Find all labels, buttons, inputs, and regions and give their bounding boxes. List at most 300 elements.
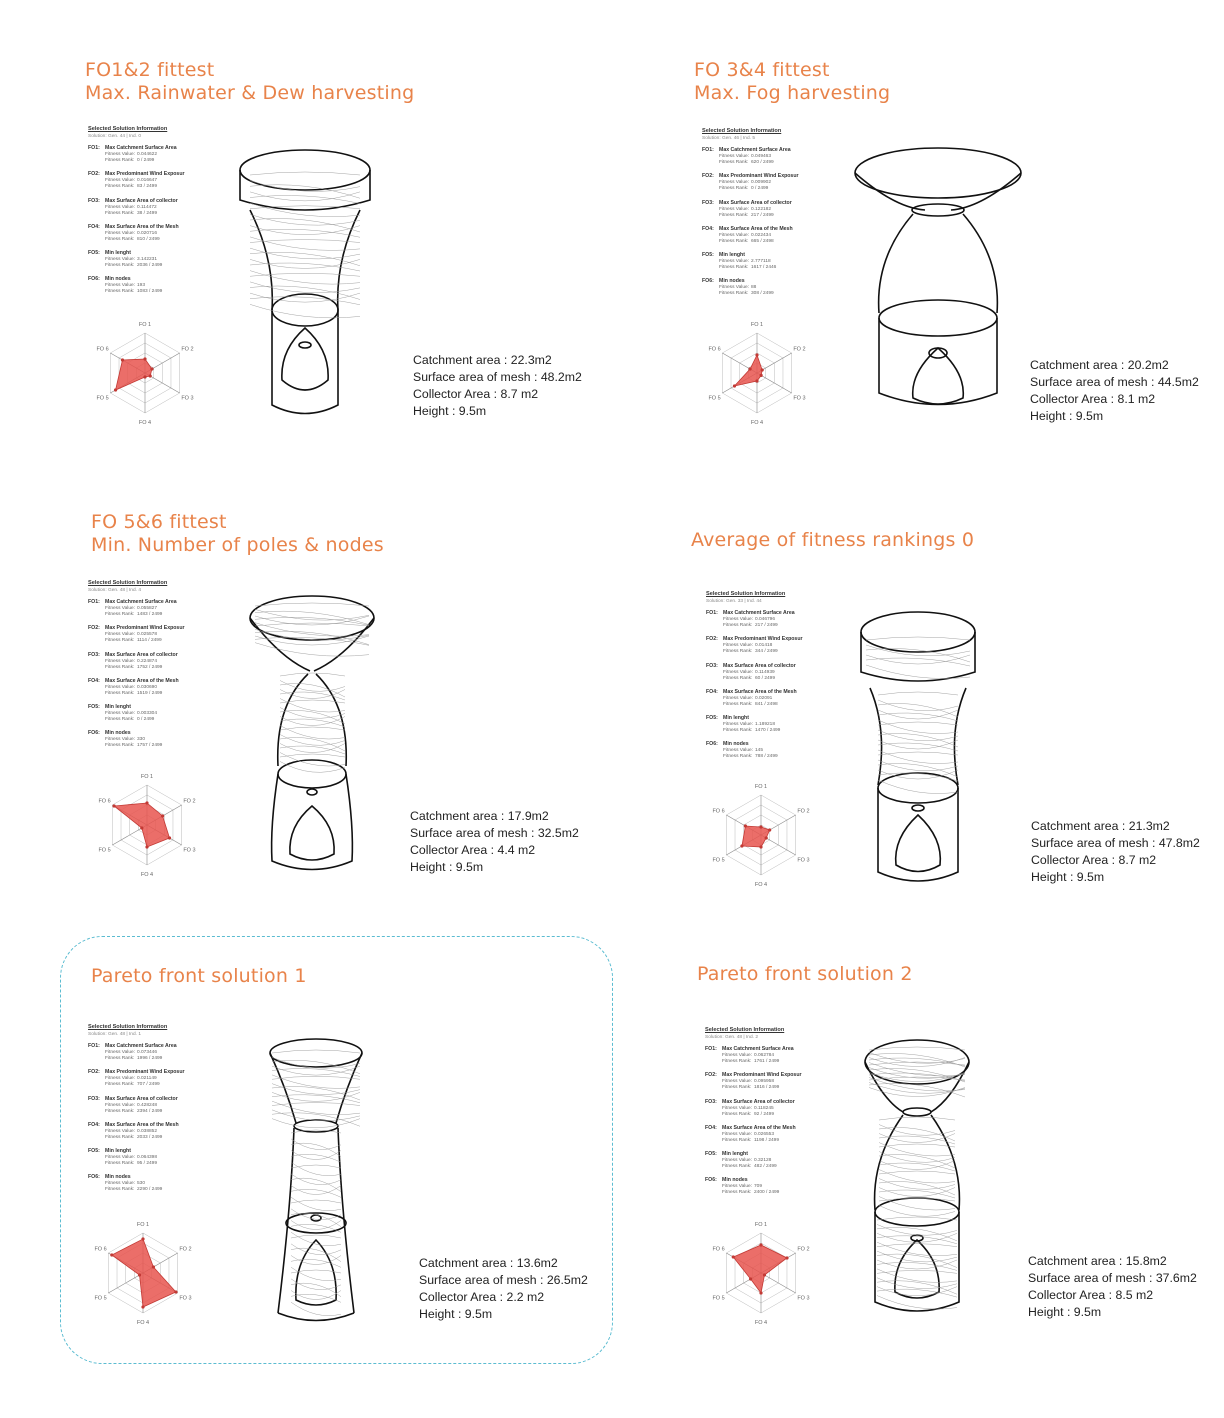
fitness-rank-label: Fitness Rank: xyxy=(722,1190,752,1196)
fitness-value-label: Fitness Value: xyxy=(719,154,750,159)
fitness-value-label: Fitness Value: xyxy=(105,1155,136,1161)
objective-name: Max Predominant Wind Exposur xyxy=(719,173,799,180)
radar-value-polygon xyxy=(116,359,152,390)
objective-name: Min lenght xyxy=(722,1151,748,1158)
fitness-rank: 0 / 2499 xyxy=(137,717,155,723)
objective-name: Max Surface Area of the Mesh xyxy=(719,225,793,232)
fitness-rank-label: Fitness Rank: xyxy=(105,717,135,723)
fitness-rank-label: Fitness Rank: xyxy=(105,210,135,216)
fitness-objective xyxy=(702,278,852,304)
radar-axis-label: FO 6 xyxy=(712,1246,725,1253)
objective-name: Max Catchment Surface Area xyxy=(723,610,795,616)
radar-point xyxy=(763,1273,766,1276)
objective-key: FO3: xyxy=(705,1098,717,1105)
radar-chart xyxy=(90,318,200,428)
objective-name: Max Predominant Wind Exposur xyxy=(722,1072,802,1079)
fitness-value: 88 xyxy=(751,285,757,291)
radar-point xyxy=(759,1291,762,1294)
fitness-rank: 217 / 2499 xyxy=(755,623,778,628)
fitness-value-row xyxy=(723,617,775,622)
objective-key: FO5: xyxy=(705,1151,717,1158)
fitness-rank-row xyxy=(719,160,774,165)
radar-point xyxy=(140,826,143,829)
fitness-value: 530 xyxy=(137,1181,146,1187)
objective-name: Max Catchment Surface Area xyxy=(105,599,177,605)
fitness-rank: 1757 / 2499 xyxy=(137,743,163,749)
info-solution: Solution: Gen. 44 | Ind. 0 xyxy=(88,134,141,139)
radar-point xyxy=(749,1277,752,1280)
panel-title xyxy=(91,965,307,988)
radar-point xyxy=(732,1255,735,1258)
objective-key: FO1: xyxy=(706,610,718,616)
fitness-rank: 1083 / 2499 xyxy=(137,289,163,295)
panel-title-line1: Average of fitness rankings 0 xyxy=(691,529,975,551)
fitness-value: 0.01418 xyxy=(755,643,773,649)
fitness-rank-label: Fitness Rank: xyxy=(723,701,753,707)
fitness-objective xyxy=(705,1151,855,1177)
fitness-value-row xyxy=(719,180,771,185)
fitness-objective xyxy=(88,145,238,171)
fitness-rank: 1483 / 2499 xyxy=(137,612,163,617)
objective-name: Min lenght xyxy=(105,250,131,257)
fitness-value-row xyxy=(723,696,772,701)
radar-point xyxy=(760,374,763,377)
fitness-rank-label: Fitness Rank: xyxy=(105,1187,135,1193)
structure-drawing xyxy=(266,1038,366,1330)
objective-name: Min nodes xyxy=(105,276,131,283)
objective-name: Min lenght xyxy=(719,252,745,259)
fitness-rank: 2036 / 2499 xyxy=(137,263,163,269)
fitness-rank-label: Fitness Rank: xyxy=(719,238,749,244)
radar-axis-label: FO 4 xyxy=(140,872,154,878)
fitness-rank-label: Fitness Rank: xyxy=(105,263,135,269)
fitness-rank: 0 / 2499 xyxy=(137,158,155,163)
fitness-value-label: Fitness Value: xyxy=(105,152,136,157)
fitness-rank-label: Fitness Rank: xyxy=(105,158,135,163)
radar-axis-label: FO 5 xyxy=(712,1295,725,1302)
radar-point xyxy=(733,384,736,387)
radar-chart xyxy=(706,780,816,890)
radar-value-polygon xyxy=(112,1239,176,1307)
fitness-objective xyxy=(702,252,852,278)
fitness-value-label: Fitness Value: xyxy=(722,1184,753,1190)
fitness-rank: 1816 / 2499 xyxy=(754,1085,780,1091)
fitness-value: 0.224874 xyxy=(137,658,158,664)
fitness-objective xyxy=(705,1177,855,1203)
fitness-rank: 482 / 2499 xyxy=(754,1164,777,1170)
radar-axis-label: FO 1 xyxy=(754,784,768,790)
fitness-value-row xyxy=(719,259,771,264)
objective-key: FO1: xyxy=(88,145,100,151)
fitness-rank: 810 / 2499 xyxy=(137,236,160,242)
fitness-rank: 308 / 2499 xyxy=(751,291,774,297)
stat-collector: Collector Area : 2.2 m2 xyxy=(419,1290,545,1304)
objective-name: Max Surface Area of collector xyxy=(722,1098,795,1105)
fitness-rank: 1470 / 2499 xyxy=(755,728,781,734)
info-heading: Selected Solution Information xyxy=(702,128,782,134)
fitness-rank-row xyxy=(105,1161,157,1166)
fitness-rank-row xyxy=(723,728,780,733)
fitness-value-label: Fitness Value: xyxy=(723,748,754,754)
fitness-rank-label: Fitness Rank: xyxy=(719,186,749,192)
fitness-rank-row xyxy=(105,1187,162,1192)
fitness-value-row xyxy=(723,748,763,753)
fitness-objective xyxy=(88,704,238,730)
radar-chart xyxy=(92,770,202,880)
radar-point xyxy=(141,1305,144,1308)
fitness-rank-label: Fitness Rank: xyxy=(723,675,753,681)
objective-key: FO5: xyxy=(88,1148,100,1155)
fitness-rank-label: Fitness Rank: xyxy=(105,690,135,696)
fitness-value-row xyxy=(105,632,157,637)
objective-name: Min lenght xyxy=(723,715,749,722)
fitness-value-row xyxy=(719,154,771,159)
fitness-rank-label: Fitness Rank: xyxy=(722,1137,752,1143)
radar-axis-label: FO 4 xyxy=(754,1320,768,1326)
fitness-objective xyxy=(702,226,852,252)
objective-key: FO1: xyxy=(88,599,100,605)
fitness-rank-label: Fitness Rank: xyxy=(723,649,753,655)
fitness-value: 0.428248 xyxy=(137,1102,158,1108)
fitness-value-row xyxy=(722,1132,774,1137)
radar-point xyxy=(149,374,152,377)
fitness-objective xyxy=(706,715,856,741)
radar-point xyxy=(112,804,115,807)
stat-collector: Collector Area : 8.5 m2 xyxy=(1028,1288,1154,1302)
fitness-rank: 2394 / 2499 xyxy=(137,1108,163,1114)
objective-key: FO2: xyxy=(705,1072,717,1079)
panel-title-line1: Pareto front solution 1 xyxy=(91,965,307,987)
fitness-rank-row xyxy=(105,1135,162,1140)
objective-key: FO2: xyxy=(88,171,100,178)
fitness-rank-label: Fitness Rank: xyxy=(723,728,753,734)
fitness-rank-label: Fitness Rank: xyxy=(105,1082,135,1088)
stat-height: Height : 9.5m xyxy=(1031,870,1105,884)
solution-info xyxy=(88,126,238,303)
radar-axis-label: FO 5 xyxy=(712,857,725,864)
fitness-rank: 1519 / 2499 xyxy=(137,690,163,696)
fitness-value-row xyxy=(722,1158,771,1163)
fitness-rank-label: Fitness Rank: xyxy=(722,1059,752,1064)
stat-collector: Collector Area : 8.1 m2 xyxy=(1030,392,1156,406)
info-solution: Solution: Gen. 48 | Ind. 1 xyxy=(88,1032,141,1037)
objective-key: FO5: xyxy=(706,715,718,722)
fitness-rank: 1617 / 2446 xyxy=(751,265,777,271)
fitness-value-label: Fitness Value: xyxy=(105,178,136,184)
fitness-rank-label: Fitness Rank: xyxy=(105,743,135,749)
fitness-rank: 2033 / 2499 xyxy=(137,1134,163,1140)
objective-name: Max Surface Area of collector xyxy=(105,1095,178,1102)
objective-name: Min nodes xyxy=(105,730,131,737)
radar-axis-label: FO 4 xyxy=(750,420,764,426)
fitness-objective xyxy=(88,730,238,756)
fitness-rank-row xyxy=(105,691,162,696)
solution-info xyxy=(706,591,856,768)
objective-name: Max Surface Area of collector xyxy=(105,197,178,204)
radar-axis-label: FO 5 xyxy=(708,395,721,402)
fitness-objective xyxy=(702,200,852,226)
fitness-rank-row xyxy=(105,211,157,216)
radar-axis-label: FO 5 xyxy=(96,395,109,402)
fitness-objective xyxy=(88,1043,238,1069)
fitness-rank-label: Fitness Rank: xyxy=(722,1111,752,1117)
fitness-value: 0.064398 xyxy=(137,1155,158,1161)
panel-title xyxy=(91,511,384,557)
objective-key: FO6: xyxy=(88,730,100,737)
fitness-value-row xyxy=(105,231,157,236)
fitness-objective xyxy=(706,663,856,689)
objective-key: FO2: xyxy=(702,173,714,180)
fitness-objective xyxy=(88,599,238,625)
stat-height: Height : 9.5m xyxy=(410,860,484,874)
fitness-value-row xyxy=(105,737,145,742)
radar-point xyxy=(748,367,751,370)
radar-axis-label: FO 6 xyxy=(96,346,109,353)
fitness-rank-label: Fitness Rank: xyxy=(719,160,749,165)
objective-name: Min nodes xyxy=(723,741,749,748)
panel-title-line1: FO 5&6 fittest xyxy=(91,511,227,533)
stat-catchment: Catchment area : 21.3m2 xyxy=(1031,819,1170,833)
info-heading: Selected Solution Information xyxy=(706,591,786,597)
stat-height: Height : 9.5m xyxy=(1030,409,1104,423)
fitness-rank-row xyxy=(722,1138,779,1143)
fitness-rank: 841 / 2498 xyxy=(755,701,778,707)
fitness-objective xyxy=(705,1046,855,1072)
fitness-value-label: Fitness Value: xyxy=(105,711,136,717)
fitness-rank: 1761 / 2499 xyxy=(754,1059,780,1064)
fitness-rank-row xyxy=(105,717,154,722)
radar-axis-label: FO 5 xyxy=(94,1295,107,1302)
objective-name: Max Catchment Surface Area xyxy=(105,145,177,151)
fitness-rank: 83 / 2499 xyxy=(137,184,158,190)
radar-axis-label: FO 4 xyxy=(136,1320,150,1326)
objective-key: FO2: xyxy=(706,636,718,643)
radar-point xyxy=(174,1290,177,1293)
fitness-value-row xyxy=(105,257,157,262)
stat-catchment: Catchment area : 17.9m2 xyxy=(410,809,549,823)
fitness-rank-label: Fitness Rank: xyxy=(723,623,753,628)
fitness-value: 0.32128 xyxy=(754,1158,772,1164)
fitness-value-row xyxy=(105,1155,157,1160)
fitness-value-row xyxy=(723,722,775,727)
fitness-value: 0.044622 xyxy=(137,152,158,157)
fitness-rank-row xyxy=(105,665,162,670)
radar-axis-label: FO 1 xyxy=(138,322,152,328)
fitness-value-label: Fitness Value: xyxy=(105,737,136,743)
objective-name: Max Surface Area of the Mesh xyxy=(723,688,797,695)
radar-value-polygon xyxy=(114,803,169,847)
info-heading: Selected Solution Information xyxy=(705,1027,785,1033)
solution-info xyxy=(705,1027,855,1204)
radar-point xyxy=(141,1237,144,1240)
panel-title xyxy=(694,59,890,105)
fitness-value-label: Fitness Value: xyxy=(105,606,136,611)
fitness-rank: 0 / 2499 xyxy=(751,186,769,192)
objective-name: Max Predominant Wind Exposur xyxy=(105,1069,185,1076)
radar-axis-label: FO 3 xyxy=(797,857,810,864)
radar-axis-label: FO 3 xyxy=(797,1295,810,1302)
fitness-value-label: Fitness Value: xyxy=(719,206,750,212)
radar-point xyxy=(152,1265,155,1268)
fitness-rank: 2400 / 2499 xyxy=(754,1190,780,1196)
radar-point xyxy=(755,353,758,356)
radar-axis-label: FO 3 xyxy=(793,395,806,402)
structure-drawing xyxy=(858,610,978,892)
objective-name: Min lenght xyxy=(105,1148,131,1155)
fitness-value-label: Fitness Value: xyxy=(105,283,136,289)
fitness-objective xyxy=(702,173,852,199)
fitness-rank-row xyxy=(719,186,768,191)
objective-key: FO1: xyxy=(88,1043,100,1049)
objective-name: Min nodes xyxy=(105,1174,131,1181)
objective-name: Max Catchment Surface Area xyxy=(719,147,791,153)
fitness-rank-label: Fitness Rank: xyxy=(105,289,135,295)
objective-name: Min lenght xyxy=(105,704,131,711)
fitness-rank: 1198 / 2499 xyxy=(754,1137,779,1143)
structure-drawing xyxy=(855,148,1023,418)
radar-value-polygon xyxy=(742,826,770,847)
fitness-rank-label: Fitness Rank: xyxy=(105,612,135,617)
stat-mesh: Surface area of mesh : 48.2m2 xyxy=(413,370,582,384)
radar-point xyxy=(768,828,771,831)
objective-name: Max Catchment Surface Area xyxy=(722,1046,794,1052)
radar-axis-label: FO 1 xyxy=(750,322,764,328)
radar-axis-label: FO 2 xyxy=(797,808,810,815)
stat-height: Height : 9.5m xyxy=(1028,1305,1102,1319)
fitness-rank: 2290 / 2499 xyxy=(137,1187,163,1193)
fitness-value: 0.049463 xyxy=(751,154,772,159)
objective-name: Max Surface Area of collector xyxy=(105,651,178,658)
stat-height: Height : 9.5m xyxy=(419,1307,493,1321)
fitness-value-row xyxy=(723,670,775,675)
fitness-value: 0.026553 xyxy=(754,1131,775,1137)
stat-catchment: Catchment area : 13.6m2 xyxy=(419,1256,558,1270)
radar-value-polygon xyxy=(733,1245,787,1293)
info-heading: Selected Solution Information xyxy=(88,126,168,132)
fitness-value-row xyxy=(719,233,771,238)
objective-name: Max Surface Area of collector xyxy=(719,199,792,206)
radar-axis-label: FO 2 xyxy=(793,346,806,353)
structure-stats xyxy=(1028,1253,1197,1321)
fitness-rank-row xyxy=(722,1164,777,1169)
fitness-value-row xyxy=(105,606,157,611)
fitness-value-label: Fitness Value: xyxy=(723,722,754,728)
fitness-rank-row xyxy=(105,1056,162,1061)
panel-title-line1: Pareto front solution 2 xyxy=(697,963,913,985)
stat-mesh: Surface area of mesh : 47.8m2 xyxy=(1031,836,1200,850)
fitness-rank-label: Fitness Rank: xyxy=(105,664,135,670)
fitness-value-label: Fitness Value: xyxy=(723,617,754,622)
fitness-value-label: Fitness Value: xyxy=(105,632,136,638)
fitness-value: 0.114472 xyxy=(137,204,157,210)
radar-axis-label: FO 3 xyxy=(179,1295,192,1302)
fitness-rank-row xyxy=(723,623,778,628)
objective-key: FO6: xyxy=(705,1177,717,1184)
objective-name: Max Surface Area of the Mesh xyxy=(722,1124,796,1131)
objective-key: FO3: xyxy=(88,1095,100,1102)
radar-axis-label: FO 2 xyxy=(181,346,194,353)
fitness-value: 0.114939 xyxy=(755,669,775,675)
fitness-rank-row xyxy=(105,158,154,163)
fitness-value: 0.122182 xyxy=(751,206,772,212)
objective-key: FO3: xyxy=(88,651,100,658)
fitness-value: 0.046796 xyxy=(755,617,776,622)
radar-axis-label: FO 3 xyxy=(183,847,196,854)
fitness-value-label: Fitness Value: xyxy=(722,1079,753,1085)
fitness-rank-row xyxy=(722,1059,779,1064)
fitness-objective xyxy=(706,689,856,715)
fitness-rank-label: Fitness Rank: xyxy=(719,291,749,297)
radar-point xyxy=(168,836,171,839)
radar-chart xyxy=(702,318,812,428)
panel-title xyxy=(697,963,913,986)
objective-name: Min nodes xyxy=(722,1177,748,1184)
fitness-value-label: Fitness Value: xyxy=(105,1102,136,1108)
fitness-rank-row xyxy=(723,754,778,759)
objective-key: FO5: xyxy=(88,250,100,257)
fitness-value: 193 xyxy=(137,283,146,289)
fitness-value-label: Fitness Value: xyxy=(105,1076,136,1082)
objective-key: FO4: xyxy=(706,688,718,695)
fitness-value-label: Fitness Value: xyxy=(722,1131,753,1137)
fitness-objective xyxy=(88,198,238,224)
fitness-rank-label: Fitness Rank: xyxy=(105,184,135,190)
fitness-value: 709 xyxy=(754,1184,763,1190)
fitness-value-label: Fitness Value: xyxy=(105,204,136,210)
stat-catchment: Catchment area : 20.2m2 xyxy=(1030,358,1169,372)
fitness-value-row xyxy=(719,285,756,290)
fitness-objective xyxy=(88,171,238,197)
radar-axis-label: FO 1 xyxy=(754,1222,768,1228)
fitness-value: 0.016647 xyxy=(137,178,158,184)
structure-drawing xyxy=(250,596,376,880)
fitness-rank-label: Fitness Rank: xyxy=(722,1164,752,1170)
radar-point xyxy=(143,375,146,378)
fitness-value: 0.003304 xyxy=(137,711,158,717)
fitness-value-label: Fitness Value: xyxy=(105,1181,136,1187)
objective-name: Max Surface Area of collector xyxy=(723,662,796,669)
radar-point xyxy=(744,824,747,827)
fitness-objective xyxy=(702,147,852,173)
fitness-value-row xyxy=(105,659,157,664)
fitness-rank-row xyxy=(105,638,162,643)
fitness-value-label: Fitness Value: xyxy=(722,1158,753,1164)
objective-key: FO6: xyxy=(706,741,718,748)
fitness-value: 2.777118 xyxy=(751,259,771,265)
radar-point xyxy=(759,845,762,848)
stat-collector: Collector Area : 4.4 m2 xyxy=(410,843,536,857)
fitness-rank-label: Fitness Rank: xyxy=(105,1134,135,1140)
radar-axis-label: FO 1 xyxy=(136,1222,150,1228)
fitness-rank-row xyxy=(719,291,774,296)
info-solution: Solution: Gen. 33 | Ind. 44 xyxy=(706,599,762,604)
radar-point xyxy=(759,1243,762,1246)
fitness-value: 3.142231 xyxy=(137,257,158,263)
radar-axis-label: FO 5 xyxy=(98,847,111,854)
radar-point xyxy=(143,357,146,360)
structure-stats xyxy=(1031,818,1200,886)
fitness-value-label: Fitness Value: xyxy=(719,232,750,238)
fitness-rank: 1114 / 2499 xyxy=(137,638,162,644)
fitness-value-label: Fitness Value: xyxy=(723,643,754,649)
objective-key: FO4: xyxy=(88,677,100,684)
objective-name: Max Surface Area of the Mesh xyxy=(105,223,179,230)
solution-info xyxy=(702,128,852,305)
objective-key: FO4: xyxy=(88,1121,100,1128)
fitness-objective xyxy=(88,1096,238,1122)
solution-info xyxy=(88,1024,238,1201)
radar-axis-label: FO 6 xyxy=(94,1246,107,1253)
